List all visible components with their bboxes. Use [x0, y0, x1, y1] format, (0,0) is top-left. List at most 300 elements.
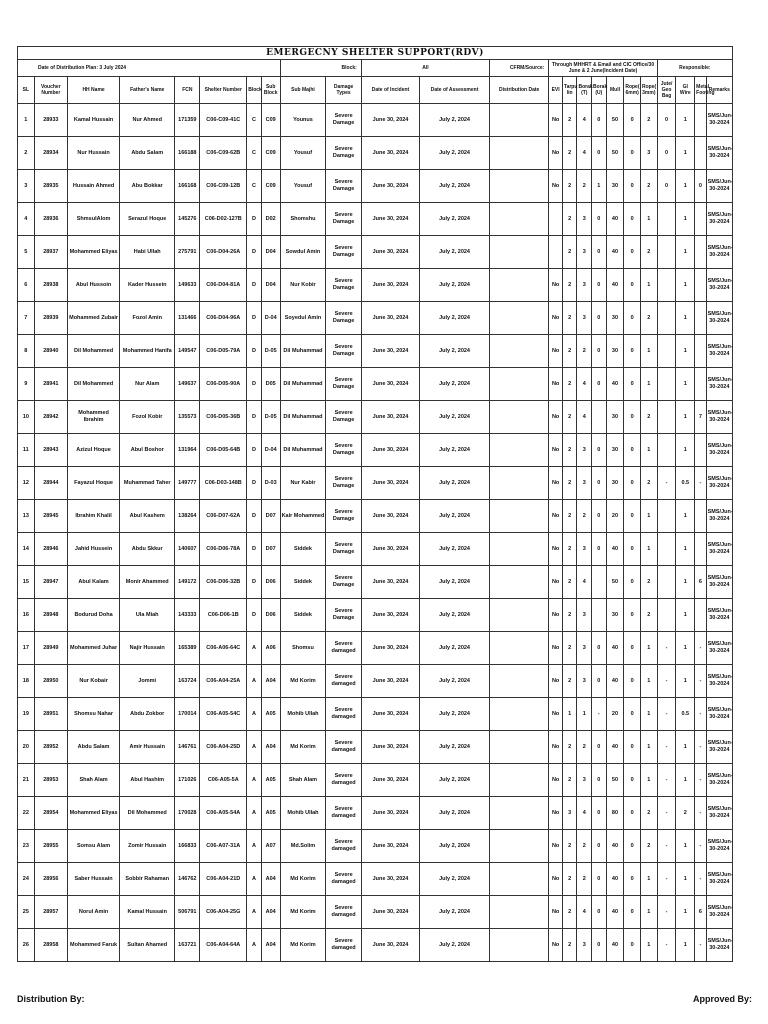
- column-header: Damage Types: [326, 77, 361, 104]
- cell-borak-u: 0: [592, 236, 607, 269]
- cell-damage: Severe damaged: [326, 929, 361, 962]
- cell-dist: [489, 467, 548, 500]
- cell-remarks: SMS/Jun-30-2024: [706, 896, 732, 929]
- cell-rope3: 1: [641, 632, 658, 665]
- cell-remarks: SMS/Jun-30-2024: [706, 203, 732, 236]
- cell-remarks: SMS/Jun-30-2024: [706, 368, 732, 401]
- cell-block: A: [247, 731, 262, 764]
- cell-mull: 80: [606, 797, 624, 830]
- responsible-label: Responsible:: [657, 60, 732, 77]
- cell-rope3: 2: [641, 401, 658, 434]
- cell-mull: 40: [606, 533, 624, 566]
- cell-borak-t: 4: [577, 401, 592, 434]
- cell-sub-block: A04: [261, 731, 280, 764]
- cell-shelter: C06-D06-1B: [200, 599, 247, 632]
- cell-footing: -: [695, 764, 706, 797]
- cell-fcn: 135573: [175, 401, 200, 434]
- cell-footing: [695, 500, 706, 533]
- cell-evi: No: [549, 401, 563, 434]
- cell-jute: -: [657, 863, 676, 896]
- cell-block: A: [247, 863, 262, 896]
- cell-father: Fozol Amin: [120, 302, 175, 335]
- cell-jute: -: [657, 929, 676, 962]
- cell-rope6: 0: [624, 137, 641, 170]
- table-row: [18, 599, 733, 632]
- cell-sl: 13: [18, 500, 35, 533]
- cell-borak-u: 0: [592, 665, 607, 698]
- cell-block: A: [247, 830, 262, 863]
- cell-fcn: 166833: [175, 830, 200, 863]
- cell-evi: No: [549, 863, 563, 896]
- cell-majhi: Dil Muhammad: [280, 434, 326, 467]
- cell-fcn: 163724: [175, 665, 200, 698]
- cell-wire: 1: [676, 434, 695, 467]
- cell-rope6: 0: [624, 698, 641, 731]
- cell-wire: 1: [676, 170, 695, 203]
- cell-hh: Abdu Salam: [68, 731, 120, 764]
- cell-rope3: 1: [641, 269, 658, 302]
- cell-sl: 23: [18, 830, 35, 863]
- cell-mull: 40: [606, 731, 624, 764]
- cell-tarp: 2: [562, 335, 577, 368]
- cell-sub-block: A06: [261, 632, 280, 665]
- cell-remarks: SMS/Jun-30-2024: [706, 269, 732, 302]
- cell-dist: [489, 302, 548, 335]
- cell-borak-t: 2: [577, 500, 592, 533]
- cell-voucher: 28945: [34, 500, 67, 533]
- cell-father: Monir Ahammed: [120, 566, 175, 599]
- cell-evi: No: [549, 764, 563, 797]
- cell-dist: [489, 104, 548, 137]
- cell-footing: 6: [695, 896, 706, 929]
- cell-borak-t: 4: [577, 368, 592, 401]
- cell-sub-block: A04: [261, 665, 280, 698]
- cell-evi: No: [549, 467, 563, 500]
- cell-dist: [489, 830, 548, 863]
- cell-shelter: C06-D05-64B: [200, 434, 247, 467]
- cell-voucher: 28934: [34, 137, 67, 170]
- cell-sl: 5: [18, 236, 35, 269]
- cell-sub-block: A04: [261, 929, 280, 962]
- cell-rope3: 1: [641, 335, 658, 368]
- cell-sl: 11: [18, 434, 35, 467]
- cell-assessment: July 2, 2024: [420, 302, 490, 335]
- cell-footing: -: [695, 731, 706, 764]
- cell-fcn: 149633: [175, 269, 200, 302]
- cell-jute: [657, 434, 676, 467]
- cell-rope6: 0: [624, 302, 641, 335]
- cell-shelter: C06-C09-41C: [200, 104, 247, 137]
- cell-evi: No: [549, 929, 563, 962]
- cell-rope3: 2: [641, 467, 658, 500]
- cell-dist: [489, 269, 548, 302]
- cell-incident: June 30, 2024: [361, 203, 419, 236]
- cell-fcn: 170014: [175, 698, 200, 731]
- cell-borak-u: 0: [592, 764, 607, 797]
- cell-jute: 0: [657, 137, 676, 170]
- cell-majhi: Kair Mohammed: [280, 500, 326, 533]
- cell-rope3: 2: [641, 599, 658, 632]
- cell-rope6: 0: [624, 599, 641, 632]
- cell-dist: [489, 236, 548, 269]
- cell-dist: [489, 203, 548, 236]
- cell-shelter: C06-D06-78A: [200, 533, 247, 566]
- cell-borak-t: 3: [577, 665, 592, 698]
- cell-assessment: July 2, 2024: [420, 797, 490, 830]
- cell-mull: 40: [606, 863, 624, 896]
- cell-jute: -: [657, 797, 676, 830]
- cell-dist: [489, 500, 548, 533]
- shelter-support-table: [17, 46, 733, 962]
- cell-sub-block: A05: [261, 764, 280, 797]
- cell-hh: Nur Hussain: [68, 137, 120, 170]
- cell-borak-t: 3: [577, 434, 592, 467]
- cell-assessment: July 2, 2024: [420, 269, 490, 302]
- cell-mull: 30: [606, 599, 624, 632]
- cell-mull: 40: [606, 830, 624, 863]
- cell-block: D: [247, 203, 262, 236]
- cell-damage: Severe Damage: [326, 533, 361, 566]
- cell-jute: -: [657, 698, 676, 731]
- cell-sl: 7: [18, 302, 35, 335]
- cell-rope3: 1: [641, 434, 658, 467]
- cell-dist: [489, 137, 548, 170]
- cell-damage: Severe damaged: [326, 896, 361, 929]
- cell-fcn: 145276: [175, 203, 200, 236]
- cell-borak-u: 0: [592, 863, 607, 896]
- cell-remarks: SMS/Jun-30-2024: [706, 302, 732, 335]
- cell-incident: June 30, 2024: [361, 599, 419, 632]
- cell-footing: [695, 104, 706, 137]
- cell-block: D: [247, 599, 262, 632]
- cell-borak-u: 0: [592, 830, 607, 863]
- cell-father: Abu Bokkar: [120, 170, 175, 203]
- cell-evi: No: [549, 500, 563, 533]
- cell-dist: [489, 929, 548, 962]
- cell-rope3: 2: [641, 104, 658, 137]
- cell-damage: Severe Damage: [326, 269, 361, 302]
- cell-footing: 7: [695, 401, 706, 434]
- table-row: [18, 170, 733, 203]
- cell-mull: 30: [606, 401, 624, 434]
- cell-rope3: 1: [641, 203, 658, 236]
- cell-tarp: 2: [562, 467, 577, 500]
- cell-majhi: Shomshu: [280, 203, 326, 236]
- cell-fcn: 163721: [175, 929, 200, 962]
- cell-hh: Norul Amin: [68, 896, 120, 929]
- cell-majhi: Md Korim: [280, 863, 326, 896]
- cell-shelter: C06-D03-148B: [200, 467, 247, 500]
- cell-sub-block: D06: [261, 599, 280, 632]
- cell-father: Jommi: [120, 665, 175, 698]
- cell-incident: June 30, 2024: [361, 698, 419, 731]
- cell-mull: 50: [606, 566, 624, 599]
- cell-dist: [489, 665, 548, 698]
- cell-fcn: 149172: [175, 566, 200, 599]
- cell-remarks: SMS/Jun-30-2024: [706, 401, 732, 434]
- table-row: [18, 269, 733, 302]
- cell-sub-block: D-04: [261, 434, 280, 467]
- cell-wire: 1: [676, 929, 695, 962]
- cell-incident: June 30, 2024: [361, 401, 419, 434]
- cell-rope6: 0: [624, 269, 641, 302]
- cell-footing: -: [695, 863, 706, 896]
- cell-fcn: 131466: [175, 302, 200, 335]
- cell-evi: No: [549, 302, 563, 335]
- cell-jute: [657, 335, 676, 368]
- cell-borak-t: 3: [577, 236, 592, 269]
- column-header: Sub Majhi: [280, 77, 326, 104]
- cell-mull: 40: [606, 269, 624, 302]
- cell-voucher: 28946: [34, 533, 67, 566]
- cell-voucher: 28936: [34, 203, 67, 236]
- cell-damage: Severe Damage: [326, 170, 361, 203]
- cell-jute: -: [657, 632, 676, 665]
- cell-rope6: 0: [624, 368, 641, 401]
- cell-rope6: 0: [624, 632, 641, 665]
- cell-fcn: 149637: [175, 368, 200, 401]
- cell-majhi: Soyedul Amin: [280, 302, 326, 335]
- cell-voucher: 28957: [34, 896, 67, 929]
- cell-jute: [657, 203, 676, 236]
- cell-rope6: 0: [624, 203, 641, 236]
- cell-wire: 1: [676, 500, 695, 533]
- cell-wire: 1: [676, 104, 695, 137]
- table-row: [18, 929, 733, 962]
- cell-dist: [489, 599, 548, 632]
- approved-by-label: Approved By:: [692, 994, 752, 1004]
- cell-borak-u: 0: [592, 368, 607, 401]
- cell-wire: 1: [676, 335, 695, 368]
- cell-assessment: July 2, 2024: [420, 599, 490, 632]
- cell-evi: No: [549, 170, 563, 203]
- cell-jute: [657, 236, 676, 269]
- cell-hh: Mohammed Faruk: [68, 929, 120, 962]
- cell-mull: 50: [606, 104, 624, 137]
- table-row: [18, 665, 733, 698]
- cell-remarks: SMS/Jun-30-2024: [706, 731, 732, 764]
- cell-rope3: 2: [641, 566, 658, 599]
- cell-damage: Severe Damage: [326, 236, 361, 269]
- cell-borak-t: 3: [577, 929, 592, 962]
- cell-borak-t: 2: [577, 731, 592, 764]
- table-row: [18, 764, 733, 797]
- cell-father: Abdu Salam: [120, 137, 175, 170]
- cell-evi: No: [549, 665, 563, 698]
- cell-tarp: 2: [562, 533, 577, 566]
- cell-mull: 30: [606, 467, 624, 500]
- cell-sub-block: A04: [261, 896, 280, 929]
- cell-fcn: 170028: [175, 797, 200, 830]
- cell-fcn: 275791: [175, 236, 200, 269]
- cell-borak-u: 0: [592, 302, 607, 335]
- cell-sl: 22: [18, 797, 35, 830]
- cell-voucher: 28955: [34, 830, 67, 863]
- cell-fcn: 149547: [175, 335, 200, 368]
- cell-tarp: 2: [562, 632, 577, 665]
- cell-borak-t: 3: [577, 203, 592, 236]
- column-header: GI Wire: [676, 77, 695, 104]
- cell-majhi: Md Korim: [280, 665, 326, 698]
- table-row: [18, 368, 733, 401]
- cell-mull: 50: [606, 137, 624, 170]
- cell-hh: ShmsulAlom: [68, 203, 120, 236]
- cell-evi: No: [549, 698, 563, 731]
- cell-hh: Shomsu Nahar: [68, 698, 120, 731]
- cell-rope6: 0: [624, 566, 641, 599]
- table-row: [18, 302, 733, 335]
- cell-wire: 1: [676, 632, 695, 665]
- cell-borak-t: 4: [577, 104, 592, 137]
- cell-block: A: [247, 632, 262, 665]
- cell-damage: Severe damaged: [326, 632, 361, 665]
- cell-evi: [549, 236, 563, 269]
- cell-borak-t: 2: [577, 830, 592, 863]
- cell-shelter: C06-A05-54C: [200, 698, 247, 731]
- cell-wire: 1: [676, 566, 695, 599]
- cfrm-value: Through MHHRT & Email and CIC Office/30 June & 2 June(Incident Date): [549, 60, 657, 77]
- cell-wire: 2: [676, 797, 695, 830]
- table-row: [18, 137, 733, 170]
- cell-majhi: Sowdul Amin: [280, 236, 326, 269]
- cell-mull: 20: [606, 698, 624, 731]
- cell-majhi: Shomsu: [280, 632, 326, 665]
- cell-tarp: 2: [562, 599, 577, 632]
- cell-block: A: [247, 896, 262, 929]
- cell-rope3: 1: [641, 863, 658, 896]
- cell-voucher: 28943: [34, 434, 67, 467]
- cell-father: Abul Boshor: [120, 434, 175, 467]
- cell-wire: 1: [676, 137, 695, 170]
- cell-rope6: 0: [624, 863, 641, 896]
- cell-shelter: C06-A04-25G: [200, 896, 247, 929]
- cell-shelter: C06-A05-54A: [200, 797, 247, 830]
- cell-jute: [657, 500, 676, 533]
- distribution-sheet: [17, 46, 733, 962]
- table-row: [18, 896, 733, 929]
- cell-borak-u: 0: [592, 467, 607, 500]
- cell-remarks: SMS/Jun-30-2024: [706, 500, 732, 533]
- cell-sub-block: C09: [261, 170, 280, 203]
- column-header: Block: [247, 77, 262, 104]
- cell-damage: Severe Damage: [326, 302, 361, 335]
- cell-assessment: July 2, 2024: [420, 764, 490, 797]
- cell-incident: June 30, 2024: [361, 170, 419, 203]
- cell-wire: 1: [676, 533, 695, 566]
- cell-tarp: 2: [562, 302, 577, 335]
- cell-footing: -: [695, 632, 706, 665]
- cell-borak-u: 0: [592, 434, 607, 467]
- cell-hh: Dil Mohammed: [68, 335, 120, 368]
- cell-remarks: SMS/Jun-30-2024: [706, 797, 732, 830]
- cell-remarks: SMS/Jun-30-2024: [706, 137, 732, 170]
- cell-majhi: Dil Muhammad: [280, 368, 326, 401]
- cell-remarks: SMS/Jun-30-2024: [706, 764, 732, 797]
- cell-mull: 40: [606, 929, 624, 962]
- cell-borak-t: 4: [577, 797, 592, 830]
- table-row: [18, 236, 733, 269]
- cell-father: Amir Hussain: [120, 731, 175, 764]
- cell-rope6: 0: [624, 467, 641, 500]
- table-row: [18, 830, 733, 863]
- cell-voucher: 28935: [34, 170, 67, 203]
- cell-damage: Severe damaged: [326, 797, 361, 830]
- cell-majhi: Md Korim: [280, 731, 326, 764]
- cell-mull: 30: [606, 170, 624, 203]
- cell-sub-block: D04: [261, 236, 280, 269]
- cell-voucher: 28933: [34, 104, 67, 137]
- cell-assessment: July 2, 2024: [420, 368, 490, 401]
- cell-borak-t: 2: [577, 170, 592, 203]
- cell-remarks: SMS/Jun-30-2024: [706, 533, 732, 566]
- distribution-plan-date: [18, 60, 281, 77]
- cell-block: D: [247, 533, 262, 566]
- cell-mull: 30: [606, 434, 624, 467]
- cell-footing: [695, 236, 706, 269]
- cell-sub-block: C09: [261, 137, 280, 170]
- cell-evi: No: [549, 797, 563, 830]
- column-header: Date of Assessment: [420, 77, 490, 104]
- cell-hh: Mohammed Ibrahim: [68, 401, 120, 434]
- cell-rope3: 1: [641, 896, 658, 929]
- column-header: SL: [18, 77, 35, 104]
- cell-father: Zomir Hussain: [120, 830, 175, 863]
- cell-majhi: Nur Kobir: [280, 269, 326, 302]
- table-row: [18, 632, 733, 665]
- cell-fcn: 146761: [175, 731, 200, 764]
- cell-sub-block: A05: [261, 797, 280, 830]
- cell-father: Muhammad Taher: [120, 467, 175, 500]
- cell-wire: 1: [676, 236, 695, 269]
- cell-majhi: Younus: [280, 104, 326, 137]
- cell-tarp: 2: [562, 269, 577, 302]
- cell-shelter: C06-A04-64A: [200, 929, 247, 962]
- cell-voucher: 28958: [34, 929, 67, 962]
- cell-damage: Severe damaged: [326, 863, 361, 896]
- cell-rope3: 1: [641, 698, 658, 731]
- cell-evi: No: [549, 104, 563, 137]
- cell-borak-u: 0: [592, 632, 607, 665]
- cell-block: D: [247, 302, 262, 335]
- column-header: Shelter Number: [200, 77, 247, 104]
- cell-rope3: 1: [641, 929, 658, 962]
- cell-rope3: 2: [641, 170, 658, 203]
- cell-voucher: 28947: [34, 566, 67, 599]
- cell-voucher: 28956: [34, 863, 67, 896]
- cell-damage: Severe Damage: [326, 335, 361, 368]
- cell-tarp: 2: [562, 665, 577, 698]
- cell-damage: Severe Damage: [326, 137, 361, 170]
- cell-voucher: 28941: [34, 368, 67, 401]
- cell-voucher: 28948: [34, 599, 67, 632]
- cell-majhi: Md Korim: [280, 929, 326, 962]
- cell-hh: Hussain Ahmed: [68, 170, 120, 203]
- cell-voucher: 28942: [34, 401, 67, 434]
- cell-footing: [695, 203, 706, 236]
- cell-rope6: 0: [624, 896, 641, 929]
- cell-sl: 20: [18, 731, 35, 764]
- cell-father: Najir Hussain: [120, 632, 175, 665]
- cell-mull: 40: [606, 665, 624, 698]
- cell-block: D: [247, 335, 262, 368]
- column-header: Rope( 6mm): [624, 77, 641, 104]
- table-row: [18, 863, 733, 896]
- cell-tarp: 2: [562, 368, 577, 401]
- cell-jute: [657, 302, 676, 335]
- cell-wire: 1: [676, 830, 695, 863]
- cell-remarks: SMS/Jun-30-2024: [706, 434, 732, 467]
- cell-borak-u: 0: [592, 896, 607, 929]
